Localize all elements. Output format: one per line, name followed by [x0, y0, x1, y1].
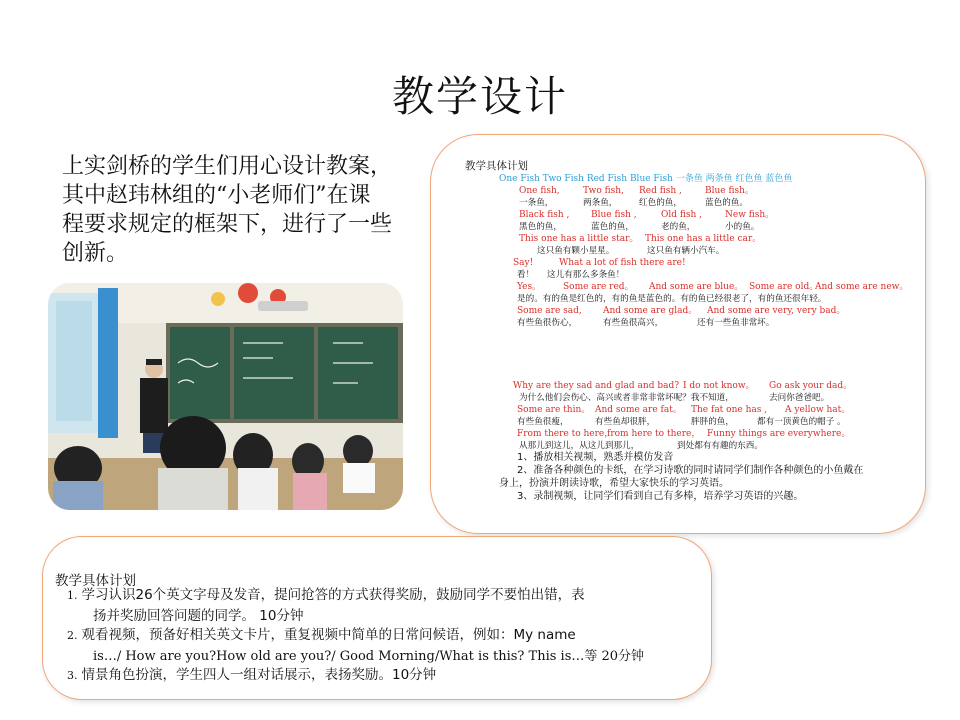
poem-plan-label: 教学具体计划 — [465, 160, 528, 172]
classroom-photo — [48, 283, 403, 510]
poem-line: Some are sad, And some are glad。 And some are very, very bad。 — [517, 306, 846, 316]
poem-line: 这只鱼有颗小星星。 这只鱼有辆小汽车。 — [537, 246, 725, 256]
poem-line: From there to here，from here to there， Funny things are everywhere。 — [517, 429, 851, 439]
poem-line: 一条鱼， 两条鱼， 红色的鱼， 蓝色的鱼。 — [519, 198, 748, 208]
poem-line: Say! What a lot of fish there are! — [513, 258, 686, 268]
poem-line: 有些鱼很瘦， 有些鱼却很胖， 胖胖的鱼， 都有一顶黄色的帽子 。 — [517, 417, 846, 427]
plan-step-3: 3、录制视频，让同学们看到自己有多棒，培养学习英语的兴趣。 — [517, 491, 804, 502]
poem-line: One fish, Two fish, Red fish , Blue fish。 — [519, 186, 754, 196]
plan-step-2: 2、准备各种颜色的卡纸，在学习诗歌的同时请同学们制作各种颜色的小鱼戴在 — [517, 465, 864, 476]
plan-item: 1. 学习认识26个英文字母及发音，提问抢答的方式获得奖励，鼓励同学不要怕出错，表 扬并奖励回答问题的同学。 10分钟 — [67, 587, 585, 624]
poem-line: Black fish , Blue fish , Old fish , New fish。 — [519, 210, 775, 220]
poem-plan-card — [430, 134, 926, 534]
plan-step-1: 1、播放相关视频，熟悉并模仿发音 — [517, 452, 674, 463]
poem-line: 是的。有的鱼是红色的，有的鱼是蓝色的。有的鱼已经很老了，有的鱼还很年轻。 — [517, 294, 827, 304]
poem-line: Why are they sad and glad and bad? I do not know。 Go ask your dad。 — [513, 381, 853, 391]
poem-line: Yes。 Some are red。 And some are blue。 Some are old。And some are new。 — [517, 282, 909, 292]
slide-title: 教学设计 — [391, 72, 568, 121]
plan-step-2-cont: 身上，扮演并朗读诗歌，希望大家快乐的学习英语。 — [499, 478, 729, 489]
poem-line: 有些鱼很伤心， 有些鱼很高兴， 还有一些鱼非常坏。 — [517, 318, 775, 328]
poem-line: This one has a little star。 This one has a little car。 — [519, 234, 762, 244]
schedule-plan-card — [42, 536, 712, 700]
plan-item: 3. 情景角色扮演，学生四人一组对话展示，表扬奖励。10分钟 — [67, 667, 437, 683]
schedule-plan-label: 教学具体计划 — [55, 573, 136, 589]
poem-line: 从那儿到这儿，从这儿到那儿， 到处都有有趣的东西。 — [519, 441, 763, 451]
poem-line: 看！ 这儿有那么多条鱼！ — [517, 270, 625, 280]
poem-line: 为什么他们会伤心、高兴或者非常非常坏呢？我不知道， 去问你爸爸吧。 — [519, 393, 830, 403]
intro-text: 上实剑桥的学生们用心设计教案，其中赵玮林组的“小老师们”在课程要求规定的框架下，进行了一些创新。 — [62, 154, 393, 266]
poem-line: Some are thin。 And some are fat。 The fat one has , A yellow hat。 — [517, 405, 851, 415]
poem-line: 黑色的鱼， 蓝色的鱼， 老的鱼， 小的鱼。 — [519, 222, 760, 232]
plan-item: 2. 观看视频，预备好相关英文卡片，重复视频中简单的日常问候语，例如：My name is…/ How are you?How old are you?/ Good Morning/What is this? This is…等 20分钟 — [67, 627, 645, 664]
poem-heading: One Fish Two Fish Red Fish Blue Fish 一条鱼 两条鱼 红色鱼 蓝色鱼 — [499, 174, 793, 184]
